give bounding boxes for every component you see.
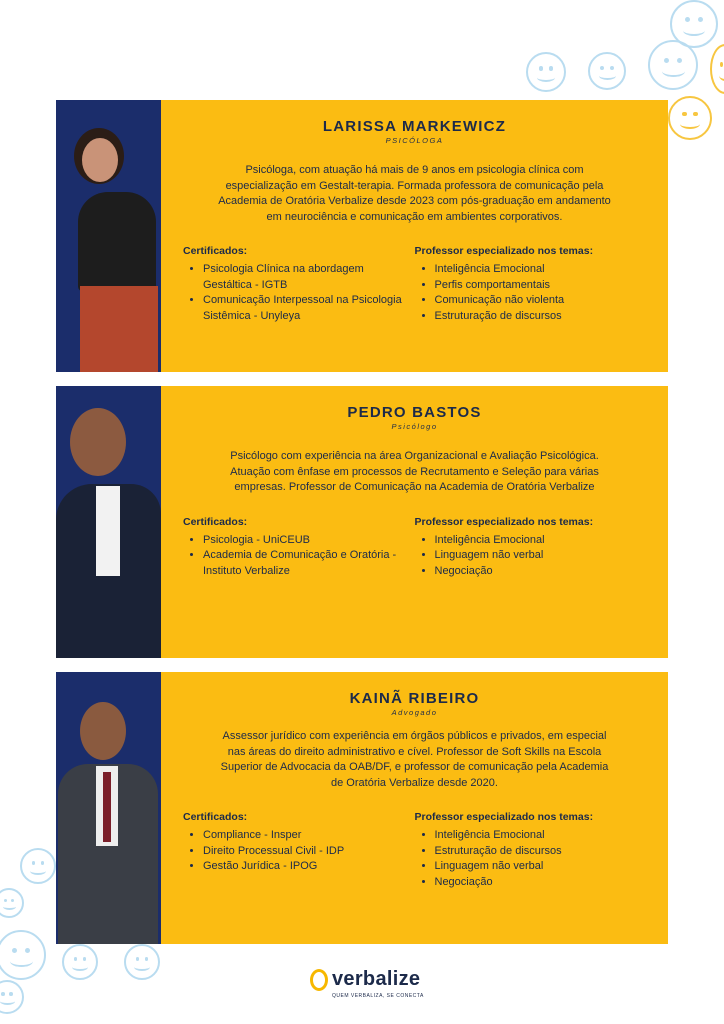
list-item: • Comunicação Interpessoal na Psicologia Sistêmica - Unyleya [203, 293, 415, 324]
instructor-bio: Assessor jurídico com experiência em órgãos públicos e privados, em especial nas áreas do direito administrativo e cível. Professor de Soft Skills na Escola Superior de Advocacia da OAB/DF, e professor de comunicação pela Academia de Oratória Verbalize desde 2020. [220, 730, 609, 789]
list-item: • Inteligência Emocional [435, 262, 647, 278]
logo-bubble-icon [310, 969, 328, 991]
smiley-bubble-icon [668, 96, 712, 140]
instructor-role: PSICÓLOGA [385, 136, 444, 145]
certificates-heading: Certificados: [183, 811, 248, 823]
smiley-bubble-icon [0, 888, 24, 918]
list-item: • Linguagem não verbal [435, 859, 647, 875]
topics-list [415, 262, 647, 324]
instructor-bio: Psicólogo com experiência na área Organizacional e Avaliação Psicológica. Atuação com ênfase em processos de Recrutamento e Seleção para várias empresas. Professor de Comunicação na Academia de Oratória Verbalize [230, 450, 599, 493]
certificates-list [183, 533, 415, 580]
list-item: • Estruturação de discursos [435, 844, 647, 860]
instructor-card [56, 100, 668, 372]
smiley-bubble-icon [526, 52, 566, 92]
smiley-bubble-icon [588, 52, 626, 90]
instructor-name: LARISSA MARKEWICZ [322, 118, 507, 135]
list-item: • Direito Processual Civil - IDP [203, 844, 415, 860]
logo-text: verbalize [332, 968, 421, 990]
topics-heading: Professor especializado nos temas: [414, 515, 594, 528]
list-item: • Inteligência Emocional [435, 828, 647, 844]
list-item: • Gestão Jurídica - IPOG [203, 859, 415, 875]
topics-list [415, 533, 647, 580]
certificates-heading: Certificados: [183, 245, 248, 257]
list-item: • Negociação [435, 564, 647, 580]
instructor-role: Psicólogo [391, 422, 438, 431]
smiley-bubble-icon [20, 848, 56, 884]
topics-heading: Professor especializado nos temas: [414, 245, 594, 257]
topics-heading: Professor especializado nos temas: [414, 811, 594, 823]
list-item: • Psicologia - UniCEUB [203, 533, 415, 549]
list-item: • Inteligência Emocional [435, 533, 647, 549]
verbalize-logo [310, 968, 420, 991]
smiley-bubble-icon [0, 930, 46, 980]
instructor-info [161, 386, 668, 658]
topics-list [415, 828, 647, 890]
list-item: • Compliance - Insper [203, 828, 415, 844]
list-item: • Academia de Comunicação e Oratória - Instituto Verbalize [203, 548, 415, 579]
list-item: • Estruturação de discursos [435, 309, 647, 325]
instructor-bio: Psicóloga, com atuação há mais de 9 anos em psicologia clínica com especialização em Gestalt-terapia. Formada professora de comunicação pela Academia de Oratória Verbalize desde 2023 com pós-graduação em andamento em neurociência e comunicação em ambientes corporativos. [218, 164, 611, 223]
smiley-bubble-icon [710, 44, 724, 94]
instructor-photo [56, 672, 161, 944]
logo-tagline: QUEM VERBALIZA, SE CONECTA [332, 993, 424, 999]
instructor-card [56, 672, 668, 944]
list-item: • Negociação [435, 875, 647, 891]
list-item: • Comunicação não violenta [435, 293, 647, 309]
smiley-bubble-icon [62, 944, 98, 980]
list-item: • Linguagem não verbal [435, 548, 647, 564]
smiley-bubble-icon [0, 980, 24, 1014]
certificates-list [183, 828, 415, 875]
smiley-bubble-icon [670, 0, 718, 48]
list-item: • Psicologia Clínica na abordagem Gestáltica - IGTB [203, 262, 415, 293]
instructor-role: Advogado [391, 708, 438, 717]
instructor-info [161, 100, 668, 372]
instructor-card [56, 386, 668, 658]
instructor-name: KAINÃ RIBEIRO [349, 690, 480, 707]
certificates-heading: Certificados: [183, 515, 248, 528]
list-item: • Perfis comportamentais [435, 278, 647, 294]
instructor-photo [56, 100, 161, 372]
instructor-photo [56, 386, 161, 658]
instructor-info [161, 672, 668, 944]
certificates-list [183, 262, 415, 324]
instructor-name: PEDRO BASTOS [347, 404, 482, 421]
smiley-bubble-icon [124, 944, 160, 980]
